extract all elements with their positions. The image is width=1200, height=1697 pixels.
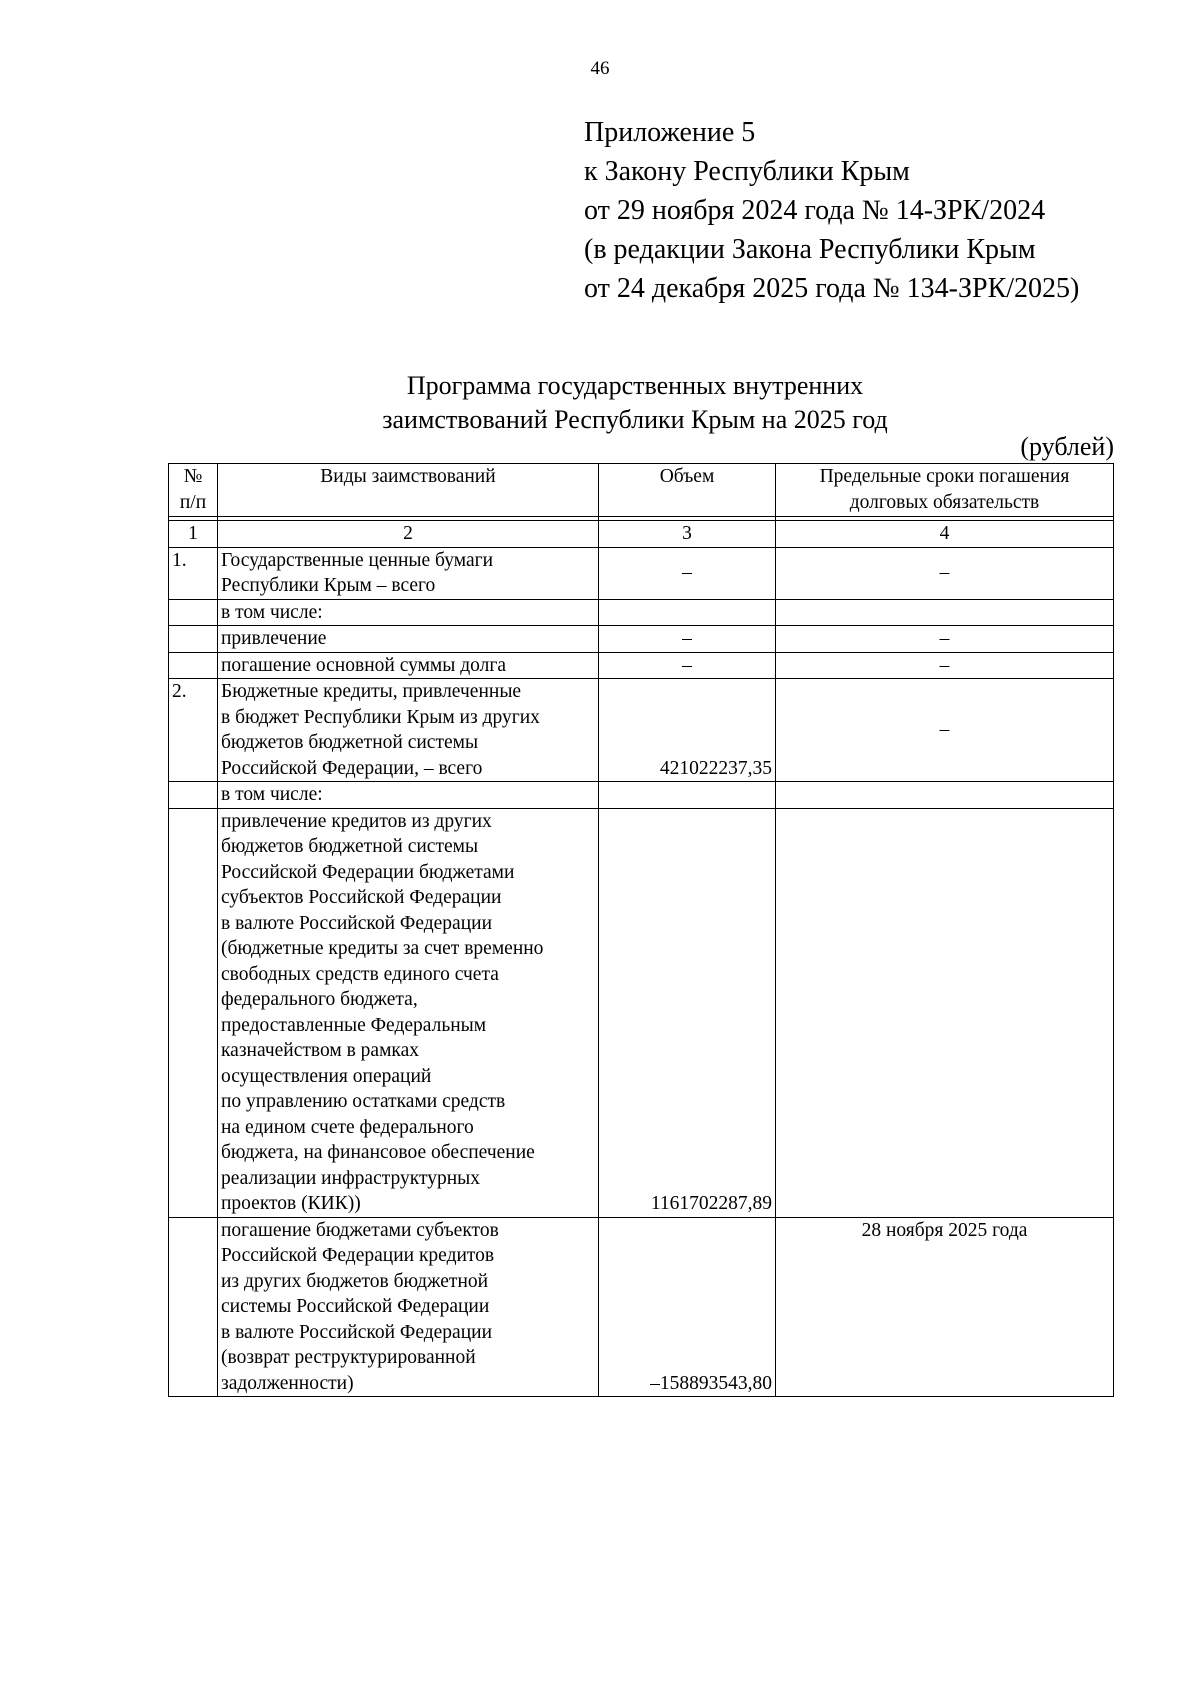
column-number: 4: [776, 521, 1114, 548]
document-title: [0, 369, 1200, 437]
row-terms: –: [776, 626, 1114, 653]
row-num: [169, 599, 218, 626]
row-volume: [599, 782, 776, 809]
row-num: [169, 1217, 218, 1397]
appendix-line: от 29 ноября 2024 года № 14-ЗРК/2024: [584, 195, 1046, 226]
table-row: [169, 808, 1114, 1217]
row-num: [169, 652, 218, 679]
table-row: [169, 782, 1114, 809]
row-terms: [776, 808, 1114, 1217]
row-kind: погашение бюджетами субъектов Российской Федерации кредитов из других бюджетов бюджетной системы Российской Федерации в валюте Российской Федерации (возврат реструктурированной задолженности): [218, 1217, 599, 1397]
table-row: [169, 626, 1114, 653]
table-row: [169, 679, 1114, 782]
row-volume: –: [599, 547, 776, 599]
column-number: 1: [169, 521, 218, 548]
appendix-line: от 24 декабря 2025 года № 134-ЗРК/2025): [584, 273, 1080, 304]
row-terms: [776, 599, 1114, 626]
row-num: [169, 626, 218, 653]
row-terms: 28 ноября 2025 года: [776, 1217, 1114, 1397]
units-label: (рублей): [1020, 432, 1114, 461]
column-number: 2: [218, 521, 599, 548]
row-terms: –: [776, 547, 1114, 599]
row-kind: Бюджетные кредиты, привлеченные в бюджет Республики Крым из других бюджетов бюджетной системы Российской Федерации, – всего: [218, 679, 599, 782]
table-row: [169, 547, 1114, 599]
row-volume: –158893543,80: [599, 1217, 776, 1397]
row-kind: в том числе:: [218, 599, 599, 626]
borrowing-program-table: [168, 463, 1114, 1397]
document-title-line: Программа государственных внутренних: [406, 371, 864, 400]
row-volume: –: [599, 626, 776, 653]
row-volume: –: [599, 652, 776, 679]
row-kind: погашение основной суммы долга: [218, 652, 599, 679]
column-number-row: [169, 521, 1114, 548]
row-num: 1.: [169, 547, 218, 599]
document-title-line: заимствований Республики Крым на 2025 год: [382, 405, 888, 434]
table-row: [169, 652, 1114, 679]
header-volume: Объем: [599, 464, 776, 517]
page-number: 46: [590, 58, 610, 79]
row-num: 2.: [169, 679, 218, 782]
table-row: [169, 1217, 1114, 1397]
row-num: [169, 808, 218, 1217]
row-kind: привлечение: [218, 626, 599, 653]
row-kind: в том числе:: [218, 782, 599, 809]
header-kind: Виды заимствований: [218, 464, 599, 517]
appendix-line: Приложение 5: [584, 117, 756, 148]
header-terms: Предельные сроки погашения долговых обязательств: [776, 464, 1114, 517]
row-terms: –: [776, 679, 1114, 782]
row-kind: привлечение кредитов из других бюджетов бюджетной системы Российской Федерации бюджетами субъектов Российской Федерации в валюте Российской Федерации (бюджетные кредиты за счет временно свободных средств единого счета федерального бюджета, предоставленные Федеральным казначейством в рамках осуществления операций по управлению остатками средств на едином счете федерального бюджета, на финансовое обеспечение реализации инфраструктурных проектов (КИК)): [218, 808, 599, 1217]
row-volume: [599, 599, 776, 626]
row-volume: 421022237,35: [599, 679, 776, 782]
column-number: 3: [599, 521, 776, 548]
table-header-row: [169, 464, 1114, 517]
row-num: [169, 782, 218, 809]
table-row: [169, 599, 1114, 626]
appendix-line: к Закону Республики Крым: [584, 156, 910, 187]
appendix-reference: [584, 113, 1079, 308]
row-terms: [776, 782, 1114, 809]
row-terms: –: [776, 652, 1114, 679]
row-kind: Государственные ценные бумаги Республики Крым – всего: [218, 547, 599, 599]
header-num: № п/п: [169, 464, 218, 517]
row-volume: 1161702287,89: [599, 808, 776, 1217]
appendix-line: (в редакции Закона Республики Крым: [584, 234, 1036, 265]
